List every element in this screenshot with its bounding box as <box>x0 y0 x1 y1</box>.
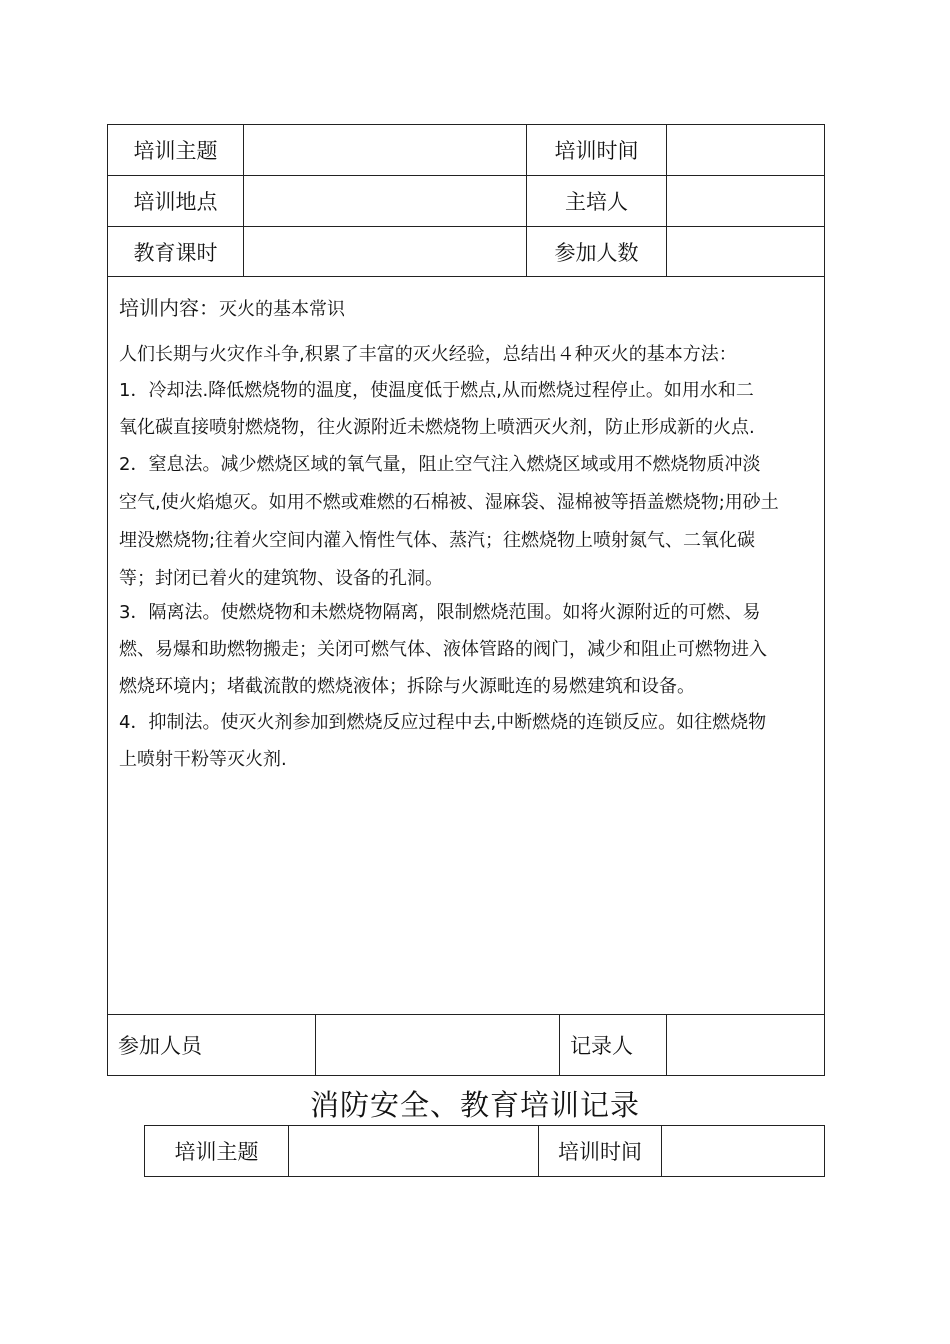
content-line: 1．冷却法.降低燃烧物的温度，使温度低于燃点,从而燃烧过程停止。如用水和二 <box>119 380 754 401</box>
training-topic-value[interactable] <box>244 125 526 175</box>
training-topic-value[interactable] <box>289 1126 538 1176</box>
participants-value[interactable] <box>316 1015 559 1075</box>
content-line: 3．隔离法。使燃烧物和未燃烧物隔离，限制燃烧范围。如将火源附近的可燃、易 <box>119 602 761 623</box>
class-hours-value[interactable] <box>244 227 526 276</box>
content-line: 燃烧环境内；堵截流散的燃烧液体；拆除与火源毗连的易燃建筑和设备。 <box>119 676 695 697</box>
training-topic-label: 培训主题 <box>174 1140 259 1164</box>
training-time-value[interactable] <box>667 125 824 175</box>
training-content-heading <box>119 292 345 321</box>
recorder-value[interactable] <box>667 1015 824 1075</box>
training-time-label: 培训时间 <box>558 1140 642 1164</box>
document-title: 消防安全、教育培训记录 <box>309 1088 640 1122</box>
training-time-value[interactable] <box>662 1126 824 1176</box>
training-content-topic: 灭火的基本常识 <box>219 299 345 320</box>
table-col-rule <box>559 1014 560 1076</box>
content-line: 2．窒息法。减少燃烧区域的氧气量，阻止空气注入燃烧区域或用不燃烧物质冲淡 <box>119 454 761 475</box>
attendee-count-value[interactable] <box>667 227 824 276</box>
content-line: 等；封闭已着火的建筑物、设备的孔洞。 <box>119 568 443 589</box>
table-border-right <box>824 1125 825 1177</box>
content-line: 埋没燃烧物;往着火空间内灌入惰性气体、蒸汽；往燃烧物上喷射氮气、二氧化碳 <box>119 530 756 551</box>
participants-label: 参加人员 <box>118 1034 202 1058</box>
recorder-label: 记录人 <box>570 1034 633 1058</box>
content-line: 氧化碳直接喷射燃烧物，往火源附近未燃烧物上喷洒灭火剂，防止形成新的火点. <box>119 417 755 438</box>
table-border-right <box>824 124 825 1076</box>
training-topic-label: 培训主题 <box>133 139 218 163</box>
class-hours-label: 教育课时 <box>133 240 218 265</box>
content-line: 燃、易爆和助燃物搬走；关闭可燃气体、液体管路的阀门，减少和阻止可燃物进入 <box>119 639 767 660</box>
table-border-bottom <box>144 1176 825 1177</box>
trainer-label: 主培人 <box>565 190 628 214</box>
training-content-label: 培训内容： <box>119 296 219 320</box>
training-location-value[interactable] <box>244 176 526 226</box>
trainer-value[interactable] <box>667 176 824 226</box>
content-line: 上喷射干粉等灭火剂. <box>119 749 287 770</box>
content-line: 人们长期与火灾作斗争,积累了丰富的灭火经验，总结出４种灭火的基本方法： <box>119 344 737 365</box>
table-border-bottom <box>107 1075 825 1076</box>
training-time-label: 培训时间 <box>554 139 639 163</box>
content-line: 4．抑制法。使灭火剂参加到燃烧反应过程中去,中断燃烧的连锁反应。如往燃烧物 <box>119 712 767 733</box>
content-line: 空气,使火焰熄灭。如用不燃或难燃的石棉被、湿麻袋、湿棉被等捂盖燃烧物;用砂土 <box>119 492 779 513</box>
attendee-count-label: 参加人数 <box>554 240 639 265</box>
table-rule <box>107 276 825 277</box>
training-location-label: 培训地点 <box>133 190 218 214</box>
